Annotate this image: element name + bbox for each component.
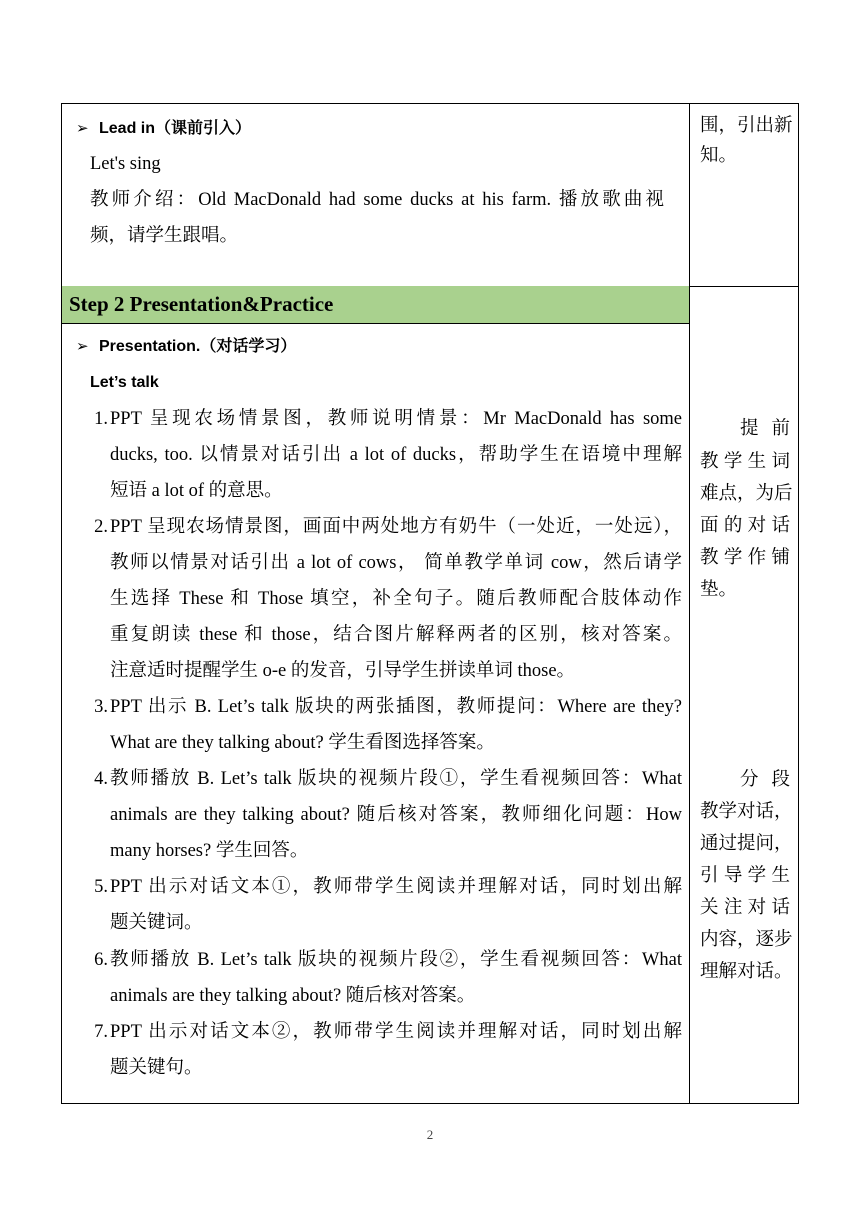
presentation-heading: Presentation.（对话学习） xyxy=(99,338,297,355)
item-line: 注意适时提醒学生 o-e 的发音，引导学生拼读单词 those。 xyxy=(110,661,576,681)
note-line: 围，引出新 xyxy=(700,116,793,136)
item-line: 题关键句。 xyxy=(110,1058,203,1078)
item-number: 2. xyxy=(94,517,108,537)
item-number: 1. xyxy=(94,409,108,429)
item-line: 重复朗读 these 和 those，结合图片解释两者的区别，核对答案。 xyxy=(110,625,682,645)
item-line: animals are they talking about? 随后核对答案，教师细化问题：How xyxy=(110,805,682,825)
step-title: Step 2 Presentation&Practice xyxy=(62,286,689,323)
page-number: 2 xyxy=(426,1127,434,1142)
item-line: animals are they talking about? 随后核对答案。 xyxy=(110,986,476,1006)
note-line: 提 前 xyxy=(740,419,790,439)
item-line: 生选择 These 和 Those 填空，补全句子。随后教师配合肢体动作 xyxy=(110,589,682,609)
note-line: 面的对话 xyxy=(700,516,790,536)
lets-talk-subheading: Let’s talk xyxy=(90,374,159,391)
column-divider xyxy=(689,104,690,1103)
item-number: 5. xyxy=(94,877,108,897)
item-line: PPT 出示 B. Let’s talk 版块的两张插图，教师提问：Where are they? xyxy=(110,697,682,717)
note-line: 理解对话。 xyxy=(700,962,793,982)
item-line: PPT 呈现农场情景图，教师说明情景：Mr MacDonald has some xyxy=(110,409,682,429)
item-line: 题关键词。 xyxy=(110,913,203,933)
lesson-plan-table xyxy=(61,103,799,1104)
item-number: 4. xyxy=(94,769,108,789)
bullet-arrow-icon: ➢ xyxy=(76,339,89,355)
note-line: 教学对话， xyxy=(700,802,793,822)
item-line: ducks, too. 以情景对话引出 a lot of ducks，帮助学生在语境中理解 xyxy=(110,445,682,465)
item-line: PPT 出示对话文本①，教师带学生阅读并理解对话，同时划出解 xyxy=(110,877,682,897)
note-line: 内容，逐步 xyxy=(700,930,793,950)
item-line: 教师播放 B. Let’s talk 版块的视频片段②，学生看视频回答：What xyxy=(110,950,682,970)
item-line: PPT 呈现农场情景图，画面中两处地方有奶牛（一处近，一处远）， xyxy=(110,517,682,537)
item-number: 6. xyxy=(94,950,108,970)
note-line: 分 段 xyxy=(740,770,790,790)
note-line: 引导学生 xyxy=(700,866,790,886)
lead-in-line: Let's sing xyxy=(90,154,161,174)
item-line: What are they talking about? 学生看图选择答案。 xyxy=(110,733,495,753)
item-line: many horses? 学生回答。 xyxy=(110,841,309,861)
note-line: 关注对话 xyxy=(700,898,790,918)
item-line: 短语 a lot of 的意思。 xyxy=(110,481,283,501)
note-line: 难点，为后 xyxy=(700,484,793,504)
item-number: 3. xyxy=(94,697,108,717)
lead-in-heading: Lead in（课前引入） xyxy=(99,120,252,137)
note-line: 通过提问， xyxy=(700,834,793,854)
lead-in-line: 教师介绍：Old MacDonald had some ducks at his farm. 播放歌曲视 xyxy=(90,190,664,210)
header-divider xyxy=(62,323,689,324)
lead-in-line: 频，请学生跟唱。 xyxy=(90,226,239,246)
item-line: 教师以情景对话引出 a lot of cows， 简单教学单词 cow，然后请学 xyxy=(110,553,682,573)
item-line: 教师播放 B. Let’s talk 版块的视频片段①，学生看视频回答：What xyxy=(110,769,682,789)
note-line: 教学作铺 xyxy=(700,548,790,568)
note-line: 教学生词 xyxy=(700,452,790,472)
note-line: 知。 xyxy=(700,146,738,166)
item-number: 7. xyxy=(94,1022,108,1042)
item-line: PPT 出示对话文本②，教师带学生阅读并理解对话，同时划出解 xyxy=(110,1022,682,1042)
note-line: 垫。 xyxy=(700,580,738,600)
bullet-arrow-icon: ➢ xyxy=(76,121,89,137)
